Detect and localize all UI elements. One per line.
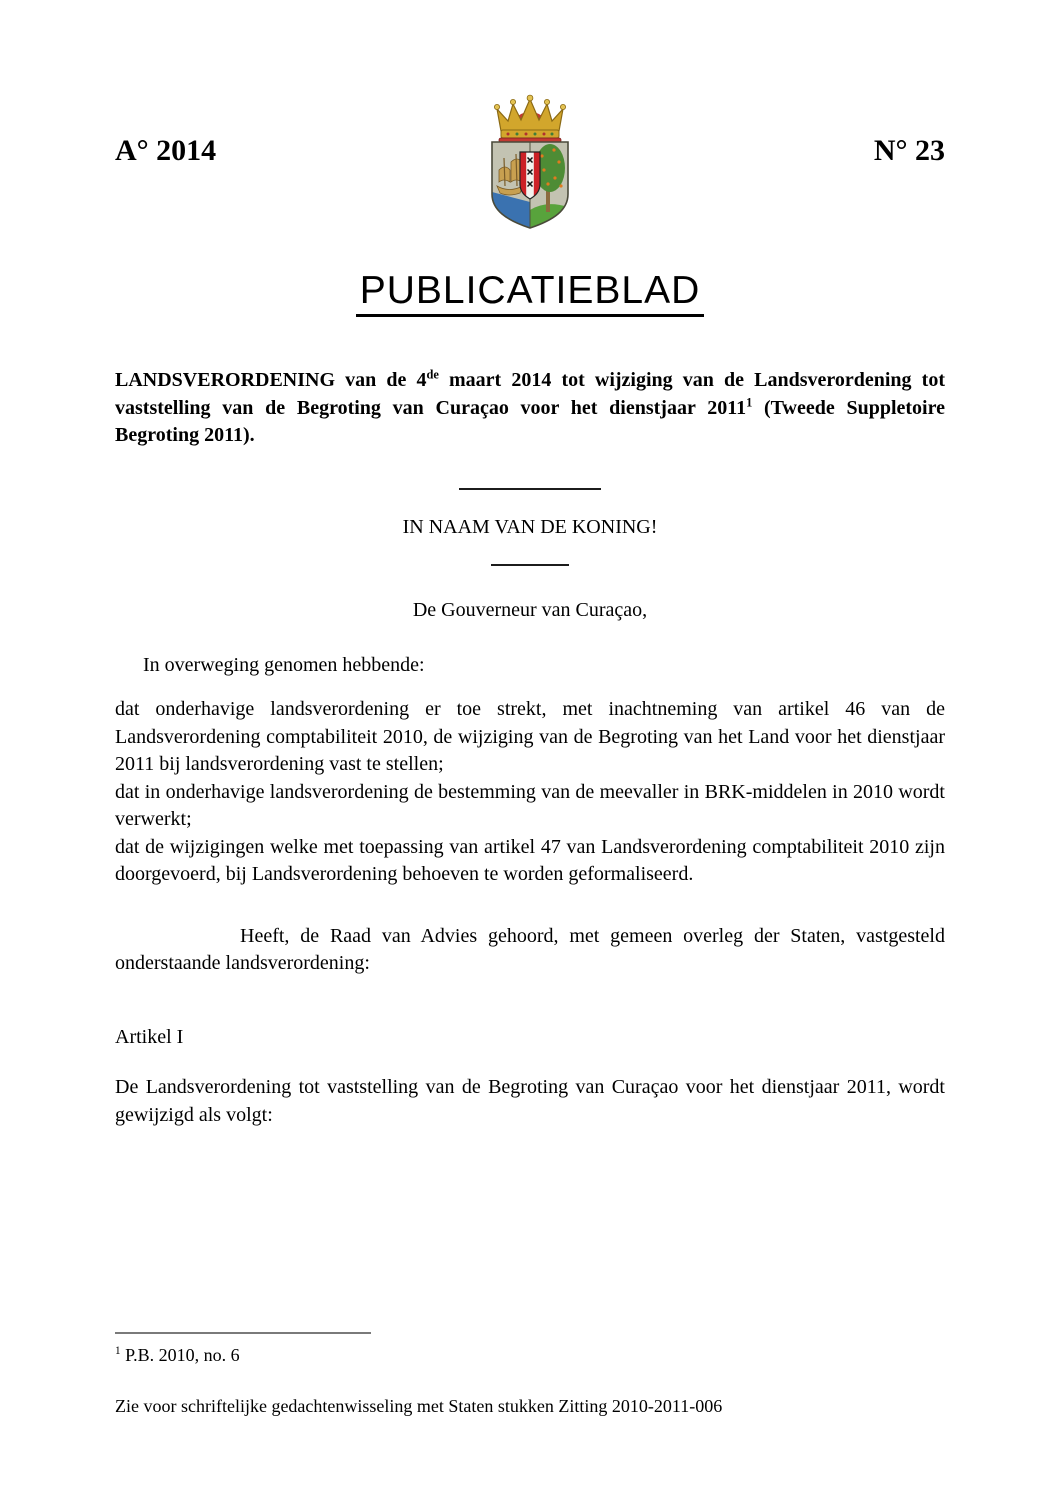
footnote-1-marker: 1: [115, 1345, 121, 1357]
curacao-coat-of-arms-icon: [484, 94, 576, 239]
shield-icon: [492, 142, 568, 228]
governor-line: De Gouverneur van Curaçao,: [412, 599, 648, 621]
decision-paragraph: Heeft, de Raad van Advies gehoord, met gemeen overleg der Staten, vastgesteld onderstaande landsverordening:: [115, 924, 945, 974]
consideration-item: dat de wijzigingen welke met toepassing van artikel 47 van Landsverordening comptabiliteit 2010 zijn doorgevoerd, bij Landsverordening behoeven te worden geformaliseerd.: [115, 835, 945, 885]
escutcheon-icon: [520, 152, 540, 199]
considerations-intro: In overweging genomen hebbende:: [143, 653, 425, 676]
lead-paragraph: [115, 367, 945, 450]
separator-line-long: [459, 488, 601, 490]
article-body: De Landsverordening tot vaststelling van de Begroting van Curaçao voor het dienstjaar 2011, wordt gewijzigd als volgt:: [115, 1076, 945, 1126]
lead-superscript-2: 1: [746, 394, 753, 409]
footnote-1-text: P.B. 2010, no. 6: [120, 1345, 240, 1365]
lead-text-3: (Tweede Suppletoire Begroting 2011).: [115, 396, 945, 446]
page-header: [115, 0, 945, 232]
lead-superscript-1: de: [426, 367, 439, 382]
year-label: A° 2014: [115, 134, 217, 167]
article-heading: Artikel I: [115, 1025, 184, 1048]
footnote-rule: [115, 1332, 371, 1334]
in-name-of-king-line: IN NAAM VAN DE KONING!: [402, 515, 658, 538]
considerations-block: [115, 696, 945, 889]
title-row: [115, 269, 945, 317]
crown-icon: [494, 95, 565, 142]
footnote-1: [115, 1343, 945, 1367]
footnote-section: [115, 1332, 945, 1418]
consideration-item: dat in onderhavige landsverordening de bestemming van de meevaller in BRK-middelen in 2010 wordt verwerkt;: [115, 780, 945, 830]
page-title: PUBLICATIEBLAD: [356, 269, 705, 317]
lead-text-2: maart 2014 tot wijziging van de Landsverordening tot vaststelling van de Begroting van Curaçao voor het dienstjaar 2011: [115, 369, 945, 419]
page-content: [115, 0, 945, 1129]
separator-line-short: [491, 564, 569, 566]
footnote-2: Zie voor schriftelijke gedachtenwisseling met Staten stukken Zitting 2010-2011-006: [115, 1396, 723, 1416]
lead-text-1: LANDSVERORDENING van de 4: [115, 369, 427, 391]
consideration-item: dat onderhavige landsverordening er toe strekt, met inachtneming van artikel 46 van de Landsverordening comptabiliteit 2010, de wijziging van de Begroting van het Land voor het dienstjaar 2011 bij landsverordening vast te stellen;: [115, 698, 945, 775]
number-label: N° 23: [873, 134, 945, 167]
